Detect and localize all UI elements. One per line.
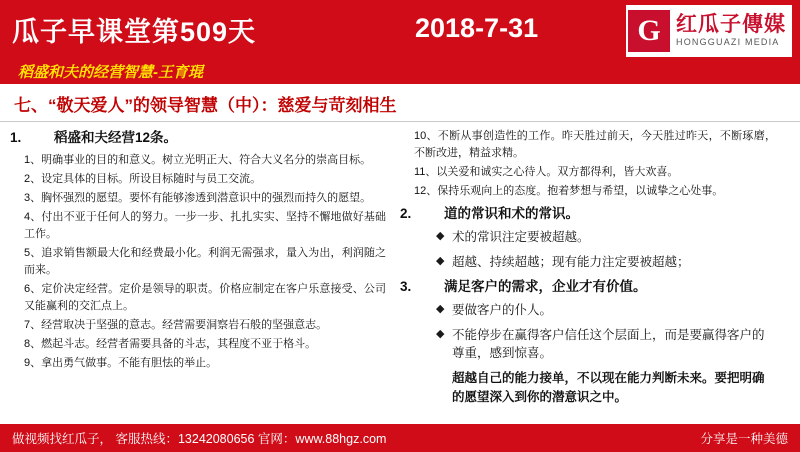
diamond-bullet-icon: ◆ (436, 254, 445, 267)
list-item (400, 277, 776, 297)
section-title: 七、“敬天爱人”的领导智慧（中）：慈爱与苛刻相生 (0, 84, 800, 122)
item-text: 满足客户的需求，企业才有价值。 (444, 279, 647, 295)
list-item (10, 128, 386, 148)
bullet-item (400, 301, 776, 320)
bullet-text: 要做客户的仆人。 (452, 302, 553, 317)
item-text: 稻盛和夫经营12条。 (54, 130, 178, 145)
content-area (0, 122, 800, 428)
list-item: 8、燃起斗志。经营者需要具备的斗志，其程度不亚于格斗。 (24, 338, 317, 351)
header-date: 2018-7-31 (415, 13, 539, 43)
item-number: 2. (400, 206, 412, 222)
list-item (400, 204, 776, 224)
diamond-bullet-icon: ◆ (436, 229, 445, 242)
diamond-bullet-icon: ◆ (436, 302, 445, 315)
bullet-item (400, 228, 776, 247)
bullet-item (400, 253, 776, 272)
list-item: 9、拿出勇气做事。不能有胆怯的举止。 (24, 357, 218, 370)
list-item: 2、设定具体的目标。所设目标随时与员工交流。 (24, 172, 262, 185)
footer-contact: 做视频找红瓜子， 客服热线：13242080656 官网：www.88hgz.com (12, 432, 387, 446)
list-item: 12、保持乐观向上的态度。抱着梦想与希望，以诚挚之心处事。 (414, 185, 724, 198)
diamond-bullet-icon: ◆ (436, 327, 445, 340)
footer-bar (0, 424, 800, 452)
left-column (10, 128, 386, 428)
list-item: 5、追求销售额最大化和经费最小化。利润无需强求，量入为出，利润随之而来。 (24, 246, 386, 276)
page-title: 瓜子早课堂第509天 (12, 16, 257, 47)
list-item: 4、付出不亚于任何人的努力。一步一步、扎扎实实、坚持不懈地做好基础工作。 (24, 210, 386, 240)
logo-text (676, 14, 786, 47)
logo-mark-icon: G (628, 10, 670, 52)
item-number: 3. (400, 279, 412, 295)
bullet-text: 不能停步在赢得客户信任这个层面上，而是要赢得客户的尊重，感到惊喜。 (452, 327, 765, 361)
subheader-bar (0, 58, 800, 84)
emphasis-content: 超越自己的能力接单，不以现在能力判断未来。要把明确的愿望深入到你的潜意识之中。 (452, 371, 765, 404)
bullet-item (400, 326, 776, 364)
right-column (400, 128, 776, 428)
list-item: 1、明确事业的目的和意义。树立光明正大、符合大义名分的崇高目标。 (24, 153, 372, 166)
list-item: 11、以关爱和诚实之心待人。双方都得利，皆大欢喜。 (414, 166, 679, 179)
bullet-text: 术的常识注定要被超越。 (452, 229, 590, 244)
footer-slogan: 分享是一种美德 (700, 432, 788, 446)
logo-name-en: HONGGUAZI MEDIA (676, 37, 780, 48)
brand-logo (626, 5, 792, 57)
list-item: 7、经营取决于坚强的意志。经营需要洞察岩石般的坚强意志。 (24, 318, 328, 331)
list-item: 10、不断从事创造性的工作。昨天胜过前天，今天胜过昨天，不断琢磨，不断改进，精益求精。 (414, 130, 776, 160)
list-item: 3、胸怀强烈的愿望。要怀有能够渗透到潜意识中的强烈而持久的愿望。 (24, 191, 372, 204)
spacer (436, 369, 452, 407)
emphasis-text (400, 369, 776, 407)
logo-name-cn: 红瓜子傳媒 (676, 13, 786, 37)
item-text: 道的常识和术的常识。 (444, 206, 579, 222)
item-number: 1. (10, 130, 22, 145)
list-item: 6、定价决定经营。定价是领导的职责。价格应制定在客户乐意接受、公司又能赢利的交汇点上。 (24, 282, 386, 312)
bullet-text: 超越、持续超越；现有能力注定要被超越； (452, 254, 690, 269)
subheader-text: 稻盛和夫的经营智慧-王育琨 (18, 63, 203, 81)
header-bar (0, 0, 800, 58)
